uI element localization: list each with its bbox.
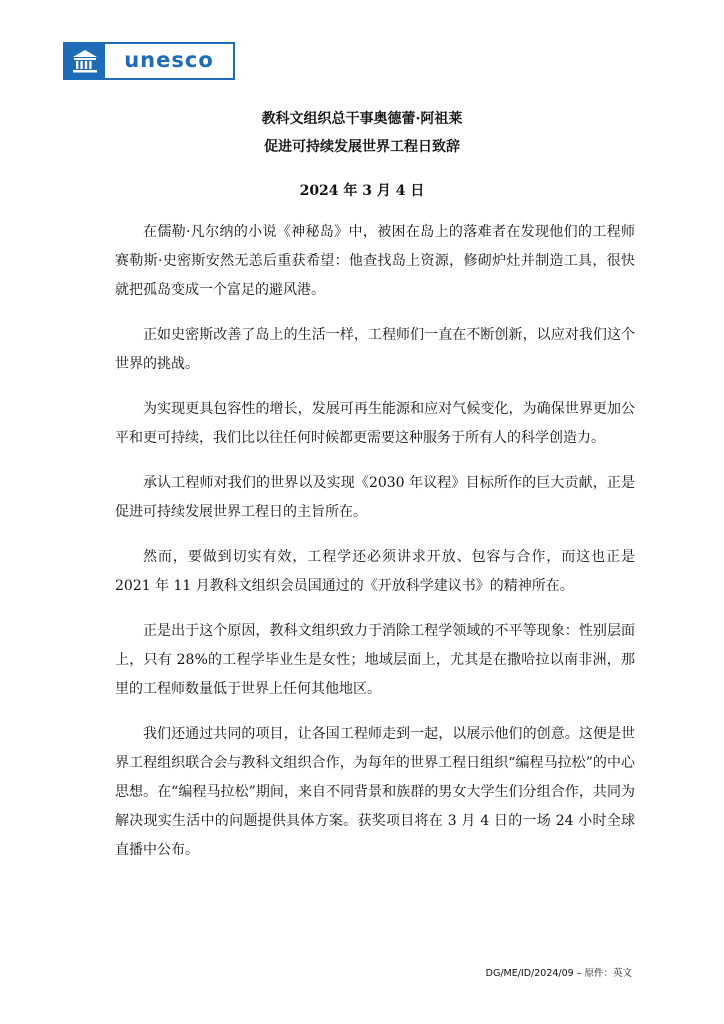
paragraph: 我们还通过共同的项目，让各国工程师走到一起，以展示他们的创意。这便是世界工程组织联合会与教科文组织合作，为每年的世界工程日组织“编程马拉松”的中心思想。在“编程马拉松”期间，来自不同背景和族群的男女大学生们分组合作，共同为解决现实生活中的问题提供具体方案。获奖项目将在 3 月 4 日的一场 24 小时全球直播中公布。 <box>115 726 635 858</box>
title-line-1: 教科文组织总干事奥德蕾·阿祖莱 <box>261 111 463 127</box>
title-line-2: 促进可持续发展世界工程日致辞 <box>264 139 460 155</box>
paragraph: 在儒勒·凡尔纳的小说《神秘岛》中，被困在岛上的落难者在发现他们的工程师赛勒斯·史密斯安然无恙后重获希望：他查找岛上资源，修砌炉灶并制造工具，很快就把孤岛变成一个富足的避风港。 <box>115 224 635 298</box>
logo-wordmark: unesco <box>124 48 214 72</box>
document-date: 2024 年 3 月 4 日 <box>299 183 425 199</box>
document-reference: DG/ME/ID/2024/09 – 原件：英文 <box>485 968 632 979</box>
paragraph: 然而，要做到切实有效，工程学还必须讲求开放、包容与合作，而这也正是 2021 年 11 月教科文组织会员国通过的《开放科学建议书》的精神所在。 <box>115 549 635 594</box>
body-text <box>115 218 635 881</box>
paragraph: 正如史密斯改善了岛上的生活一样，工程师们一直在不断创新，以应对我们这个世界的挑战。 <box>115 327 635 372</box>
paragraph: 为实现更具包容性的增长，发展可再生能源和应对气候变化，为确保世界更加公平和更可持续，我们比以往任何时候都更需要这种服务于所有人的科学创造力。 <box>115 401 635 446</box>
paragraph: 承认工程师对我们的世界以及实现《2030 年议程》目标所作的巨大贡献，正是促进可持续发展世界工程日的主旨所在。 <box>115 475 635 520</box>
unesco-logo <box>63 42 235 80</box>
temple-icon <box>65 44 105 78</box>
paragraph: 正是出于这个原因，教科文组织致力于消除工程学领域的不平等现象：性别层面上，只有 28%的工程学毕业生是女性；地域层面上，尤其是在撒哈拉以南非洲，那里的工程师数量低于世界上任何其他地区。 <box>115 623 635 697</box>
